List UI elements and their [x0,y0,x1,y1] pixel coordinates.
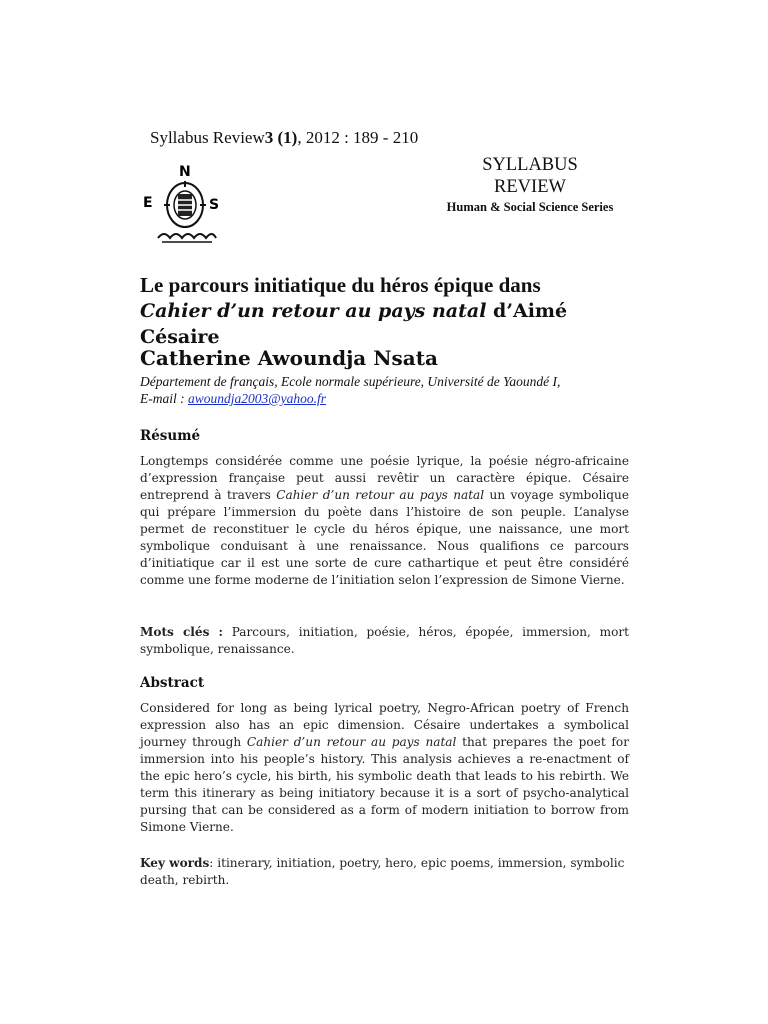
title-line1: Le parcours initiatique du héros épique dans [140,273,541,297]
resume-paragraph [140,453,629,589]
logo-n: N [179,164,191,180]
email-label: E-mail : [140,391,188,406]
journal-name-line1: SYLLABUS [482,155,578,175]
mots-cles-label: Mots clés : [140,625,223,639]
author-affiliation [140,373,640,407]
email-line [140,390,640,407]
key-words-label: Key words [140,856,210,870]
logo-e: E [143,195,153,211]
resume-heading: Résumé [140,428,201,444]
logo-s: S [209,197,220,213]
key-words-paragraph [140,855,629,889]
citation-line [150,128,418,148]
journal-ref: Syllabus Review [150,128,265,147]
resume-text-2: un voyage symbolique qui prépare l’immersion du poète dans l’histoire de son peuple. L’analyse permet de reconstituer le cycle du héros épique, une naissance, une mort symbolique conduisant à une renaissance. Nous qualifions ce parcours d’initiatique car il est une sorte de cure cathartique et peut être considéré comme une forme moderne de l’initiation selon l’expression de Simone Vierne. [140,488,629,587]
abstract-text-2: that prepares the poet for immersion into his people’s history. This analysis achieves a re-enactment of the epic hero’s cycle, his birth, his symbolic death that leads to his rebirth. We term this itinerary as being initiatory because it is a sort of psycho-analytical pursing that can be considered as a form of modern initiation to borrow from Simone Vierne. [140,735,629,834]
title-rest: d’Aimé Césaire [140,300,568,348]
compass-emblem-icon [140,160,236,252]
abstract-text-italic: Cahier d’un retour au pays natal [246,735,457,749]
year-pages: , 2012 : 189 - 210 [297,128,419,147]
article-title [140,272,640,350]
affiliation-text: Département de français, Ecole normale supérieure, Université de Yaoundé I, [140,374,561,389]
mots-cles-text: Parcours, initiation, poésie, héros, épopée, immersion, mort symbolique, renaissance. [140,625,629,656]
abstract-paragraph [140,700,629,836]
author-name: Catherine Awoundja Nsata [140,346,438,370]
key-words-text: : itinerary, initiation, poetry, hero, epic poems, immersion, symbolic death, rebirth. [140,856,625,887]
journal-series: Human & Social Science Series [446,200,614,214]
abstract-heading: Abstract [140,675,205,691]
mots-cles-paragraph [140,624,629,658]
resume-text-italic: Cahier d’un retour au pays natal [276,488,485,502]
compass-emblem-svg [140,160,236,252]
email-link[interactable]: awoundja2003@yahoo.fr [188,391,327,406]
title-line2 [140,298,640,350]
volume-issue: 3 (1) [264,128,298,147]
resume-text-1: Longtemps considérée comme une poésie lyrique, la poésie négro-africaine d’expression française peut aussi revêtir un caractère épique. Césaire entreprend à travers [140,454,629,502]
journal-name-block [420,154,640,215]
journal-name-line2: REVIEW [494,177,566,197]
abstract-text-1: Considered for long as being lyrical poetry, Negro-African poetry of French expression also has an epic dimension. Césaire undertakes a symbolical journey through [140,701,629,749]
title-italic: Cahier d’un retour au pays natal [140,300,487,322]
